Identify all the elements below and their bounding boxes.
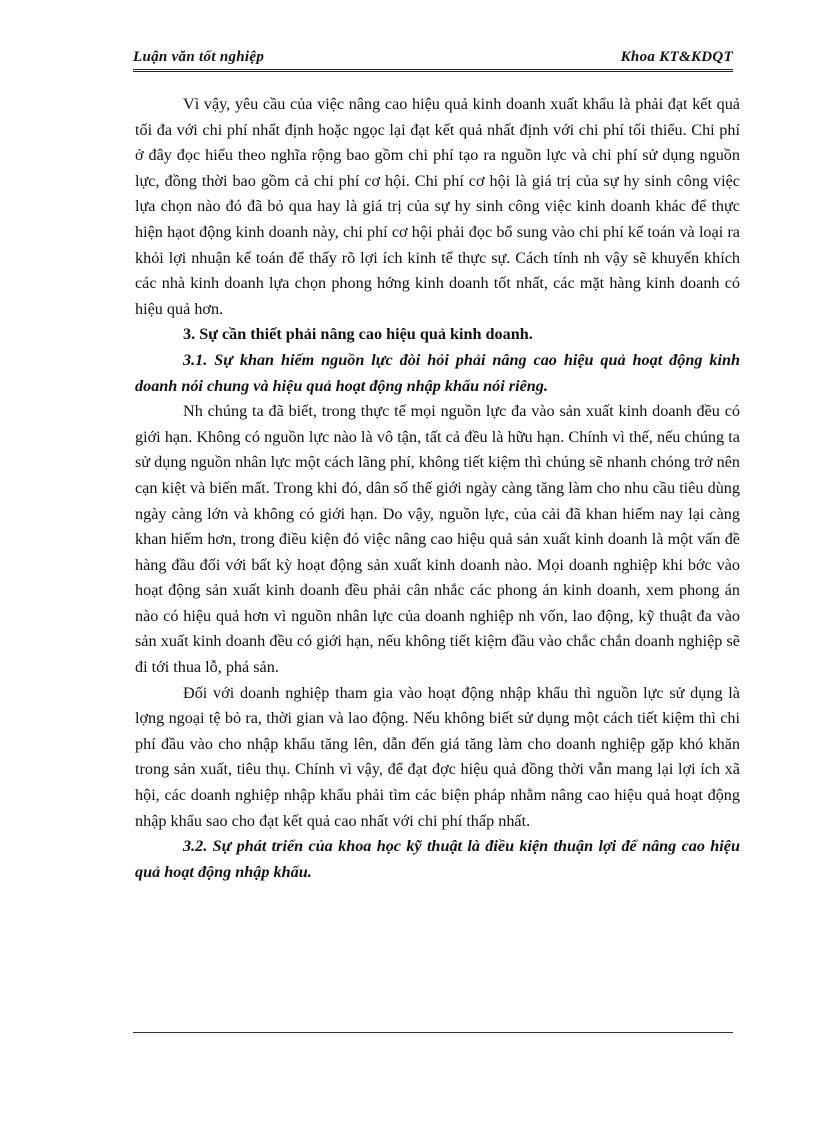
- paragraph-import-resources: Đối với doanh nghiệp tham gia vào hoạt động nhập khẩu thì nguồn lực sử dụng là lợng ngoại tệ bỏ ra, thời gian và lao động. Nếu không biết sử dụng một cách tiết kiệm thì chi phí đầu vào cho nhập khẩu tăng lên, dẫn đến giá tăng làm cho doanh nghiệp gặp khó khăn trong sản xuất, tiêu thụ. Chính vì vậy, để đạt đợc hiệu quả đồng thời vẫn mang lại lợi ích xã hội, các doanh nghiệp nhập khẩu phải tìm các biện pháp nhằm nâng cao hiệu quả hoạt động nhập khẩu sao cho đạt kết quả cao nhất với chi phí thấp nhất.: [135, 683, 740, 830]
- header-divider: [133, 69, 733, 74]
- subsection-heading-3-2: 3.2. Sự phát triển của khoa học kỹ thuật là điều kiện thuận lợi để nâng cao hiệu quả hoạt động nhập khẩu.: [135, 837, 740, 881]
- section-heading-3: 3. Sự cần thiết phải nâng cao hiệu quả kinh doanh.: [183, 325, 533, 344]
- page-header: [133, 46, 733, 74]
- footer-divider: [133, 1032, 733, 1033]
- document-body: [135, 92, 740, 885]
- subsection-heading-3-1: 3.1. Sự khan hiếm nguồn lực đòi hỏi phải nâng cao hiệu quả hoạt động kinh doanh nói chung và hiệu quả hoạt động nhập khẩu nói riêng.: [135, 350, 740, 395]
- paragraph-cost-efficiency: Vì vậy, yêu cầu của việc nâng cao hiệu quả kinh doanh xuất khẩu là phải đạt kết quả tối đa với chi phí nhất định hoặc ngọc lại đạt kết quả nhất định với chi phí tối thiểu. Chi phí ở đây đọc hiểu theo nghĩa rộng bao gồm chi phí tạo ra nguồn lực và chi phí sử dụng nguồn lực, đồng thời bao gồm cả chi phí cơ hội. Chi phí cơ hội là giá trị của sự hy sinh công việc lựa chọn nào đó đã bỏ qua hay là giá trị của sự hy sinh công việc kinh doanh khác để thực hiện hạot động kinh doanh này, chi phí cơ hội phải đọc bổ sung vào chi phí kế toán và loại ra khỏi lợi nhuận kế toán để thấy rõ lợi ích kinh tế thực sự. Cách tính nh vậy sẽ khuyến khích các nhà kinh doanh lựa chọn phong hớng kinh doanh tốt nhất, các mặt hàng kinh doanh có hiệu quả hơn.: [135, 95, 740, 318]
- header-thesis-title: Luận văn tốt nghiệp: [133, 49, 265, 65]
- header-faculty: Khoa KT&KDQT: [620, 49, 733, 65]
- paragraph-resource-scarcity: Nh chúng ta đã biết, trong thực tế mọi nguồn lực đa vào sản xuất kinh doanh đều có giới hạn. Không có nguồn lực nào là vô tận, tất cả đều là hữu hạn. Chính vì thế, nếu chúng ta sử dụng nguồn nhân lực một cách lãng phí, không tiết kiệm thì chúng sẽ nhanh chóng trở nên cạn kiệt và biến mất. Trong khi đó, dân số thế giới ngày càng tăng làm cho nhu cầu tiêu dùng ngày càng lớn và không có giới hạn. Do vậy, nguồn lực, của cải đã khan hiếm nay lại càng khan hiếm hơn, trong điều kiện đó việc nâng cao hiệu quả sản xuất kinh doanh là một vấn đề hàng đầu đối với bất kỳ hoạt động sản xuất kinh doanh nào. Mọi doanh nghiệp khi bớc vào hoạt động sản xuất kinh doanh đều phải cân nhắc các phong án kinh doanh, xem phong án nào có hiệu quả hơn vì nguồn nhân lực của doanh nghiệp nh vốn, lao động, kỹ thuật đa vào sản xuất kinh doanh đều có giới hạn, nếu không tiết kiệm đầu vào chắc chắn doanh nghiệp sẽ đi tới thua lỗ, phá sản.: [135, 402, 740, 677]
